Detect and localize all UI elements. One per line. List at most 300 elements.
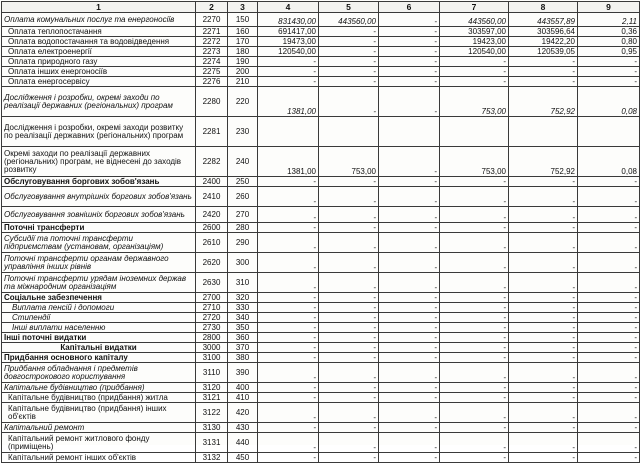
- value-col-4: -: [258, 293, 319, 303]
- row-name: Дослідження і розробки, окремі заходи розвитку по реалізації державних (регіональних) програм: [2, 117, 196, 147]
- value-col-4: -: [258, 187, 319, 207]
- value-col-8: -: [509, 393, 578, 403]
- budget-code: 2400: [196, 177, 228, 187]
- value-col-5: -: [319, 293, 379, 303]
- value-col-5: -: [319, 233, 379, 253]
- value-col-6: -: [379, 273, 440, 293]
- value-col-6: -: [379, 303, 440, 313]
- value-col-5: -: [319, 313, 379, 323]
- value-col-9: -: [578, 303, 640, 313]
- line-code: 380: [228, 353, 258, 363]
- value-col-4: -: [258, 223, 319, 233]
- line-code: 190: [228, 57, 258, 67]
- line-code: 430: [228, 423, 258, 433]
- line-code: 150: [228, 13, 258, 27]
- line-code: 160: [228, 27, 258, 37]
- row-name: Оплата водопостачання та водовідведення: [2, 37, 196, 47]
- budget-code: 3121: [196, 393, 228, 403]
- table-row: [2, 233, 640, 253]
- value-col-5: -: [319, 433, 379, 453]
- table-row: [2, 37, 640, 47]
- row-name: Дослідження і розробки, окремі заходи по реалізації державних (регіональних) програм: [2, 87, 196, 117]
- budget-code: 2272: [196, 37, 228, 47]
- line-code: 220: [228, 87, 258, 117]
- column-header-6: 6: [379, 2, 440, 13]
- value-col-8: -: [509, 187, 578, 207]
- value-col-4: 19473,00: [258, 37, 319, 47]
- budget-code: 2280: [196, 87, 228, 117]
- value-col-6: -: [379, 253, 440, 273]
- value-col-9: -: [578, 67, 640, 77]
- table-row: [2, 273, 640, 293]
- value-col-8: 752,92: [509, 87, 578, 117]
- column-header-3: 3: [228, 2, 258, 13]
- budget-code: 2273: [196, 47, 228, 57]
- table-row: [2, 253, 640, 273]
- table-row: [2, 177, 640, 187]
- row-name: Виплата пенсій і допомоги: [2, 303, 196, 313]
- value-col-9: -: [578, 433, 640, 453]
- value-col-5: -: [319, 87, 379, 117]
- value-col-8: -: [509, 343, 578, 353]
- value-col-4: -: [258, 177, 319, 187]
- budget-code: 2620: [196, 253, 228, 273]
- line-code: 420: [228, 403, 258, 423]
- budget-code: 3000: [196, 343, 228, 353]
- table-row: [2, 67, 640, 77]
- value-col-4: 1381,00: [258, 147, 319, 177]
- value-col-4: -: [258, 323, 319, 333]
- value-col-7: 753,00: [440, 87, 509, 117]
- value-col-6: -: [379, 207, 440, 223]
- value-col-5: -: [319, 47, 379, 57]
- value-col-4: -: [258, 383, 319, 393]
- value-col-9: -: [578, 233, 640, 253]
- value-col-8: -: [509, 273, 578, 293]
- budget-code: 2270: [196, 13, 228, 27]
- budget-code: 2700: [196, 293, 228, 303]
- column-header-7: 7: [440, 2, 509, 13]
- value-col-7: -: [440, 453, 509, 463]
- budget-code: 2410: [196, 187, 228, 207]
- value-col-7: -: [440, 293, 509, 303]
- value-col-9: -: [578, 253, 640, 273]
- value-col-8: 443557,89: [509, 13, 578, 27]
- value-col-7: -: [440, 383, 509, 393]
- row-name: Капітальне будівництво (придбання) житла: [2, 393, 196, 403]
- value-col-4: -: [258, 343, 319, 353]
- value-col-7: -: [440, 353, 509, 363]
- value-col-9: -: [578, 223, 640, 233]
- row-name: Придбання обладнання і предметів довгострокового користування: [2, 363, 196, 383]
- budget-code: 3100: [196, 353, 228, 363]
- line-code: 320: [228, 293, 258, 303]
- value-col-6: -: [379, 343, 440, 353]
- value-col-4: -: [258, 393, 319, 403]
- value-col-5: -: [319, 403, 379, 423]
- value-col-9: -: [578, 57, 640, 67]
- table-body: [2, 2, 640, 463]
- table-row: [2, 453, 640, 463]
- column-header-5: 5: [319, 2, 379, 13]
- value-col-8: 752,92: [509, 147, 578, 177]
- table-header-row: [2, 2, 640, 13]
- value-col-9: -: [578, 187, 640, 207]
- row-name: Обслуговування боргових зобов'язань: [2, 177, 196, 187]
- value-col-4: -: [258, 67, 319, 77]
- value-col-7: -: [440, 57, 509, 67]
- value-col-6: -: [379, 453, 440, 463]
- value-col-6: -: [379, 77, 440, 87]
- table-row: [2, 77, 640, 87]
- budget-code: 3131: [196, 433, 228, 453]
- line-code: 170: [228, 37, 258, 47]
- value-col-7: -: [440, 323, 509, 333]
- table-row: [2, 187, 640, 207]
- value-col-9: -: [578, 423, 640, 433]
- budget-code: 3110: [196, 363, 228, 383]
- column-header-2: 2: [196, 2, 228, 13]
- value-col-8: -: [509, 433, 578, 453]
- table-row: [2, 223, 640, 233]
- line-code: 250: [228, 177, 258, 187]
- value-col-7: -: [440, 363, 509, 383]
- table-row: [2, 27, 640, 37]
- row-name: Поточні трансферти урядам іноземних держав та міжнародним організаціям: [2, 273, 196, 293]
- row-name: Капітальний ремонт інших об'єктів: [2, 453, 196, 463]
- row-name: Оплата комунальних послуг та енергоносіїв: [2, 13, 196, 27]
- line-code: 300: [228, 253, 258, 273]
- value-col-6: -: [379, 333, 440, 343]
- value-col-7: -: [440, 273, 509, 293]
- row-name: Поточні трансферти: [2, 223, 196, 233]
- budget-code: 2282: [196, 147, 228, 177]
- value-col-5: -: [319, 393, 379, 403]
- value-col-4: -: [258, 57, 319, 67]
- table-row: [2, 13, 640, 27]
- value-col-5: [319, 117, 379, 147]
- value-col-7: 753,00: [440, 147, 509, 177]
- value-col-7: -: [440, 207, 509, 223]
- value-col-7: -: [440, 313, 509, 323]
- row-name: Оплата теплопостачання: [2, 27, 196, 37]
- value-col-7: 19423,00: [440, 37, 509, 47]
- value-col-9: 0,80: [578, 37, 640, 47]
- value-col-6: -: [379, 353, 440, 363]
- value-col-9: 0,08: [578, 87, 640, 117]
- value-col-6: -: [379, 13, 440, 27]
- value-col-8: -: [509, 207, 578, 223]
- value-col-8: [509, 117, 578, 147]
- value-col-4: -: [258, 233, 319, 253]
- value-col-4: 691417,00: [258, 27, 319, 37]
- value-col-5: -: [319, 207, 379, 223]
- row-name: Капітальний ремонт: [2, 423, 196, 433]
- value-col-9: -: [578, 323, 640, 333]
- table-row: [2, 383, 640, 393]
- value-col-8: -: [509, 57, 578, 67]
- value-col-8: -: [509, 323, 578, 333]
- value-col-7: -: [440, 253, 509, 273]
- table-row: [2, 333, 640, 343]
- table-row: [2, 293, 640, 303]
- budget-code: 2274: [196, 57, 228, 67]
- line-code: 270: [228, 207, 258, 223]
- value-col-8: -: [509, 223, 578, 233]
- table-row: [2, 423, 640, 433]
- value-col-8: 19422,20: [509, 37, 578, 47]
- line-code: 200: [228, 67, 258, 77]
- table-row: [2, 353, 640, 363]
- budget-code: 2800: [196, 333, 228, 343]
- value-col-9: -: [578, 273, 640, 293]
- value-col-8: -: [509, 293, 578, 303]
- value-col-6: -: [379, 187, 440, 207]
- row-name: Оплата інших енергоносіїв: [2, 67, 196, 77]
- line-code: 400: [228, 383, 258, 393]
- value-col-6: -: [379, 293, 440, 303]
- value-col-4: -: [258, 273, 319, 293]
- line-code: 260: [228, 187, 258, 207]
- value-col-9: -: [578, 343, 640, 353]
- line-code: 240: [228, 147, 258, 177]
- value-col-5: -: [319, 77, 379, 87]
- table-row: [2, 57, 640, 67]
- line-code: 180: [228, 47, 258, 57]
- value-col-5: -: [319, 323, 379, 333]
- value-col-7: -: [440, 77, 509, 87]
- value-col-4: -: [258, 403, 319, 423]
- budget-table: [1, 1, 640, 463]
- table-row: [2, 87, 640, 117]
- value-col-4: 1381,00: [258, 87, 319, 117]
- value-col-6: -: [379, 433, 440, 453]
- row-name: Обслуговування зовнішніх боргових зобов'язань: [2, 207, 196, 223]
- value-col-9: -: [578, 177, 640, 187]
- row-name: Поточні трансферти органам державного управління інших рівнів: [2, 253, 196, 273]
- budget-code: 2600: [196, 223, 228, 233]
- value-col-4: -: [258, 333, 319, 343]
- value-col-8: -: [509, 67, 578, 77]
- value-col-5: -: [319, 27, 379, 37]
- value-col-4: -: [258, 453, 319, 463]
- value-col-6: -: [379, 423, 440, 433]
- value-col-4: -: [258, 363, 319, 383]
- value-col-5: -: [319, 353, 379, 363]
- value-col-7: -: [440, 433, 509, 453]
- value-col-7: -: [440, 187, 509, 207]
- value-col-4: 120540,00: [258, 47, 319, 57]
- value-col-7: 443560,00: [440, 13, 509, 27]
- budget-code: 3132: [196, 453, 228, 463]
- line-code: 360: [228, 333, 258, 343]
- row-name: Оплата природного газу: [2, 57, 196, 67]
- line-code: 310: [228, 273, 258, 293]
- row-name: Обслуговування внутрішніх боргових зобов'язань: [2, 187, 196, 207]
- value-col-4: -: [258, 423, 319, 433]
- value-col-7: -: [440, 177, 509, 187]
- value-col-6: -: [379, 383, 440, 393]
- row-name: Соціальне забезпечення: [2, 293, 196, 303]
- value-col-5: -: [319, 223, 379, 233]
- value-col-9: -: [578, 363, 640, 383]
- budget-code: 2720: [196, 313, 228, 323]
- line-code: 340: [228, 313, 258, 323]
- value-col-4: -: [258, 303, 319, 313]
- line-code: 210: [228, 77, 258, 87]
- row-name: Капітальні видатки: [2, 343, 196, 353]
- value-col-9: 0,08: [578, 147, 640, 177]
- value-col-5: 753,00: [319, 147, 379, 177]
- column-header-8: 8: [509, 2, 578, 13]
- value-col-9: 0,95: [578, 47, 640, 57]
- row-name: Субсидії та поточні трансферти підприємствам (установам, організаціям): [2, 233, 196, 253]
- budget-code: 2281: [196, 117, 228, 147]
- budget-code: 2420: [196, 207, 228, 223]
- row-name: Оплата енергосервісу: [2, 77, 196, 87]
- line-code: 450: [228, 453, 258, 463]
- value-col-6: -: [379, 393, 440, 403]
- value-col-7: -: [440, 303, 509, 313]
- column-header-9: 9: [578, 2, 640, 13]
- value-col-8: -: [509, 233, 578, 253]
- value-col-5: -: [319, 333, 379, 343]
- value-col-7: -: [440, 333, 509, 343]
- value-col-6: -: [379, 87, 440, 117]
- value-col-8: -: [509, 333, 578, 343]
- budget-code: 2730: [196, 323, 228, 333]
- budget-code: 3130: [196, 423, 228, 433]
- value-col-7: -: [440, 223, 509, 233]
- row-name: Придбання основного капіталу: [2, 353, 196, 363]
- value-col-9: -: [578, 403, 640, 423]
- value-col-4: -: [258, 433, 319, 453]
- value-col-9: -: [578, 293, 640, 303]
- row-name: Капітальний ремонт житлового фонду (приміщень): [2, 433, 196, 453]
- table-row: [2, 147, 640, 177]
- value-col-9: -: [578, 453, 640, 463]
- row-name: Оплата електроенергії: [2, 47, 196, 57]
- value-col-7: -: [440, 233, 509, 253]
- value-col-5: -: [319, 453, 379, 463]
- value-col-5: -: [319, 383, 379, 393]
- budget-code: 2271: [196, 27, 228, 37]
- value-col-4: -: [258, 77, 319, 87]
- table-row: [2, 303, 640, 313]
- value-col-5: -: [319, 363, 379, 383]
- value-col-7: [440, 117, 509, 147]
- value-col-9: -: [578, 77, 640, 87]
- row-name: Окремі заходи по реалізації державних (регіональних) програм, не віднесені до заходів розвитку: [2, 147, 196, 177]
- value-col-8: -: [509, 353, 578, 363]
- value-col-4: -: [258, 207, 319, 223]
- value-col-4: -: [258, 313, 319, 323]
- row-name: Інші поточні видатки: [2, 333, 196, 343]
- value-col-6: -: [379, 27, 440, 37]
- value-col-8: -: [509, 453, 578, 463]
- budget-code: 3122: [196, 403, 228, 423]
- line-code: 440: [228, 433, 258, 453]
- value-col-6: -: [379, 403, 440, 423]
- value-col-9: -: [578, 393, 640, 403]
- line-code: 280: [228, 223, 258, 233]
- value-col-8: -: [509, 253, 578, 273]
- value-col-6: -: [379, 47, 440, 57]
- row-name: Капітальне будівництво (придбання): [2, 383, 196, 393]
- value-col-6: -: [379, 323, 440, 333]
- row-name: Стипендії: [2, 313, 196, 323]
- value-col-4: -: [258, 253, 319, 273]
- value-col-5: -: [319, 423, 379, 433]
- table-row: [2, 207, 640, 223]
- table-row: [2, 117, 640, 147]
- line-code: 330: [228, 303, 258, 313]
- value-col-8: -: [509, 363, 578, 383]
- value-col-6: [379, 117, 440, 147]
- value-col-9: 0,36: [578, 27, 640, 37]
- value-col-7: 120540,00: [440, 47, 509, 57]
- line-code: 370: [228, 343, 258, 353]
- value-col-7: -: [440, 403, 509, 423]
- column-header-4: 4: [258, 2, 319, 13]
- value-col-4: 831430,00: [258, 13, 319, 27]
- table-row: [2, 393, 640, 403]
- value-col-9: [578, 117, 640, 147]
- value-col-5: 443560,00: [319, 13, 379, 27]
- budget-code: 2610: [196, 233, 228, 253]
- value-col-7: -: [440, 393, 509, 403]
- table-row: [2, 343, 640, 353]
- budget-code: 2276: [196, 77, 228, 87]
- value-col-6: -: [379, 37, 440, 47]
- value-col-5: -: [319, 303, 379, 313]
- value-col-9: -: [578, 353, 640, 363]
- value-col-6: -: [379, 363, 440, 383]
- value-col-7: -: [440, 423, 509, 433]
- line-code: 410: [228, 393, 258, 403]
- value-col-6: -: [379, 233, 440, 253]
- row-name: Інші виплати населенню: [2, 323, 196, 333]
- value-col-5: -: [319, 37, 379, 47]
- budget-code: 2710: [196, 303, 228, 313]
- value-col-8: -: [509, 303, 578, 313]
- value-col-7: 303597,00: [440, 27, 509, 37]
- value-col-8: 120539,05: [509, 47, 578, 57]
- line-code: 230: [228, 117, 258, 147]
- value-col-5: -: [319, 177, 379, 187]
- value-col-5: -: [319, 187, 379, 207]
- table-row: [2, 363, 640, 383]
- row-name: Капітальне будівництво (придбання) інших об'єктів: [2, 403, 196, 423]
- table-row: [2, 403, 640, 423]
- line-code: 290: [228, 233, 258, 253]
- table-row: [2, 47, 640, 57]
- value-col-5: -: [319, 273, 379, 293]
- value-col-8: 303596,64: [509, 27, 578, 37]
- value-col-8: -: [509, 313, 578, 323]
- budget-code: 2630: [196, 273, 228, 293]
- line-code: 350: [228, 323, 258, 333]
- value-col-8: -: [509, 177, 578, 187]
- value-col-9: -: [578, 383, 640, 393]
- value-col-7: -: [440, 343, 509, 353]
- value-col-6: -: [379, 177, 440, 187]
- value-col-6: -: [379, 313, 440, 323]
- value-col-9: -: [578, 333, 640, 343]
- value-col-5: -: [319, 253, 379, 273]
- table-row: [2, 313, 640, 323]
- value-col-5: -: [319, 67, 379, 77]
